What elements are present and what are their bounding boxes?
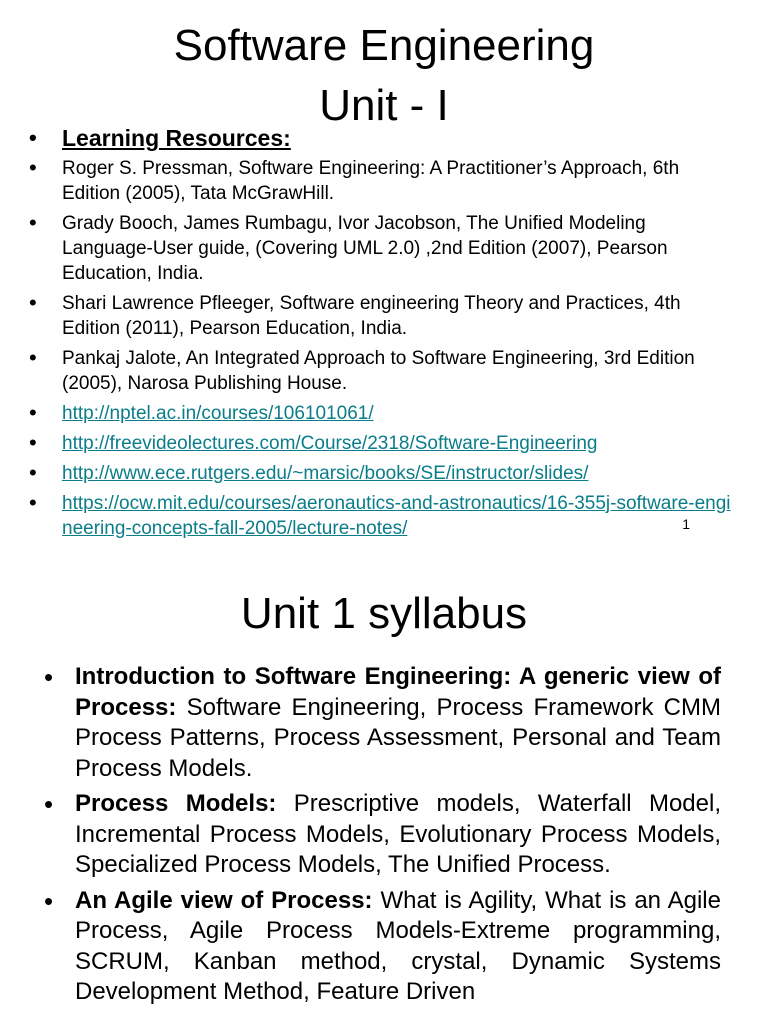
- bullet-icon: •: [44, 885, 54, 916]
- mit-ocw-link[interactable]: https://ocw.mit.edu/courses/aeronautics-and-astronautics/16-355j-software-engineering-concepts-fall-2005/lecture-notes/: [62, 493, 731, 539]
- title-line-2: Unit - I: [319, 81, 449, 130]
- reference-item: [0, 211, 768, 286]
- bullet-icon: •: [29, 490, 37, 515]
- rutgers-link[interactable]: http://www.ece.rutgers.edu/~marsic/books/SE/instructor/slides/: [62, 463, 589, 484]
- syllabus-topic: An Agile view of Process:: [75, 886, 373, 914]
- bullet-icon: •: [29, 400, 37, 425]
- bullet-icon: •: [29, 345, 37, 370]
- freevideolectures-link[interactable]: http://freevideolectures.com/Course/2318/Software-Engineering: [62, 433, 598, 454]
- syllabus-item: [0, 886, 768, 1008]
- nptel-link[interactable]: http://nptel.ac.in/courses/106101061/: [62, 403, 374, 424]
- slide-title: [0, 16, 768, 136]
- learning-resources-list: [0, 124, 768, 546]
- syllabus-details: Prescriptive models, Waterfall Model, Incremental Process Models, Evolutionary Process Models, Specialized Process Models, The Unified Process.: [75, 790, 721, 878]
- syllabus-title: Unit 1 syllabus: [240, 589, 528, 638]
- link-item: [0, 431, 768, 456]
- resources-heading-text: Learning Resources:: [62, 125, 291, 151]
- link-item: [0, 401, 768, 426]
- bullet-icon: •: [44, 789, 54, 819]
- syllabus-topic: Introduction to Software Engineering: A generic view of Process:: [75, 663, 721, 721]
- link-item: [0, 491, 768, 541]
- reference-text: Roger S. Pressman, Software Engineering: A Practitioner’s Approach, 6th Edition (2005), Tata McGrawHill.: [62, 158, 680, 204]
- syllabus-item: [0, 662, 768, 784]
- bullet-icon: •: [44, 662, 54, 692]
- syllabus-details: Software Engineering, Process Framework CMM Process Patterns, Process Assessment, Personal and Team Process Models.: [75, 693, 721, 782]
- bullet-icon: •: [29, 290, 37, 315]
- bullet-icon: •: [29, 460, 37, 485]
- bullet-icon: •: [29, 125, 37, 150]
- slide-2: [0, 580, 768, 1024]
- link-item: [0, 461, 768, 486]
- reference-item: [0, 291, 768, 341]
- reference-item: [0, 156, 768, 206]
- syllabus-list: [0, 662, 768, 1013]
- syllabus-topic: Process Models:: [75, 790, 277, 817]
- syllabus-details: What is Agility, What is an Agile Process, Agile Process Models-Extreme programming, SCRUM, Kanban method, crystal, Dynamic Systems Development Method, Feature Driven: [75, 886, 721, 1005]
- bullet-icon: •: [29, 430, 37, 455]
- reference-text: Pankaj Jalote, An Integrated Approach to Software Engineering, 3rd Edition (2005), Narosa Publishing House.: [62, 348, 695, 394]
- reference-text: Grady Booch, James Rumbagu, Ivor Jacobson, The Unified Modeling Language-User guide, (Covering UML 2.0) ,2nd Edition (2007), Pearson Education, India.: [62, 213, 668, 284]
- bullet-icon: •: [29, 210, 37, 235]
- reference-item: [0, 346, 768, 396]
- reference-text: Shari Lawrence Pfleeger, Software engineering Theory and Practices, 4th Edition (2011), Pearson Education, India.: [62, 293, 681, 339]
- title-line-1: Software Engineering: [173, 21, 595, 70]
- bullet-icon: •: [29, 155, 37, 180]
- syllabus-item: [0, 789, 768, 881]
- resources-heading: [0, 124, 768, 152]
- slide-number: 1: [682, 516, 690, 532]
